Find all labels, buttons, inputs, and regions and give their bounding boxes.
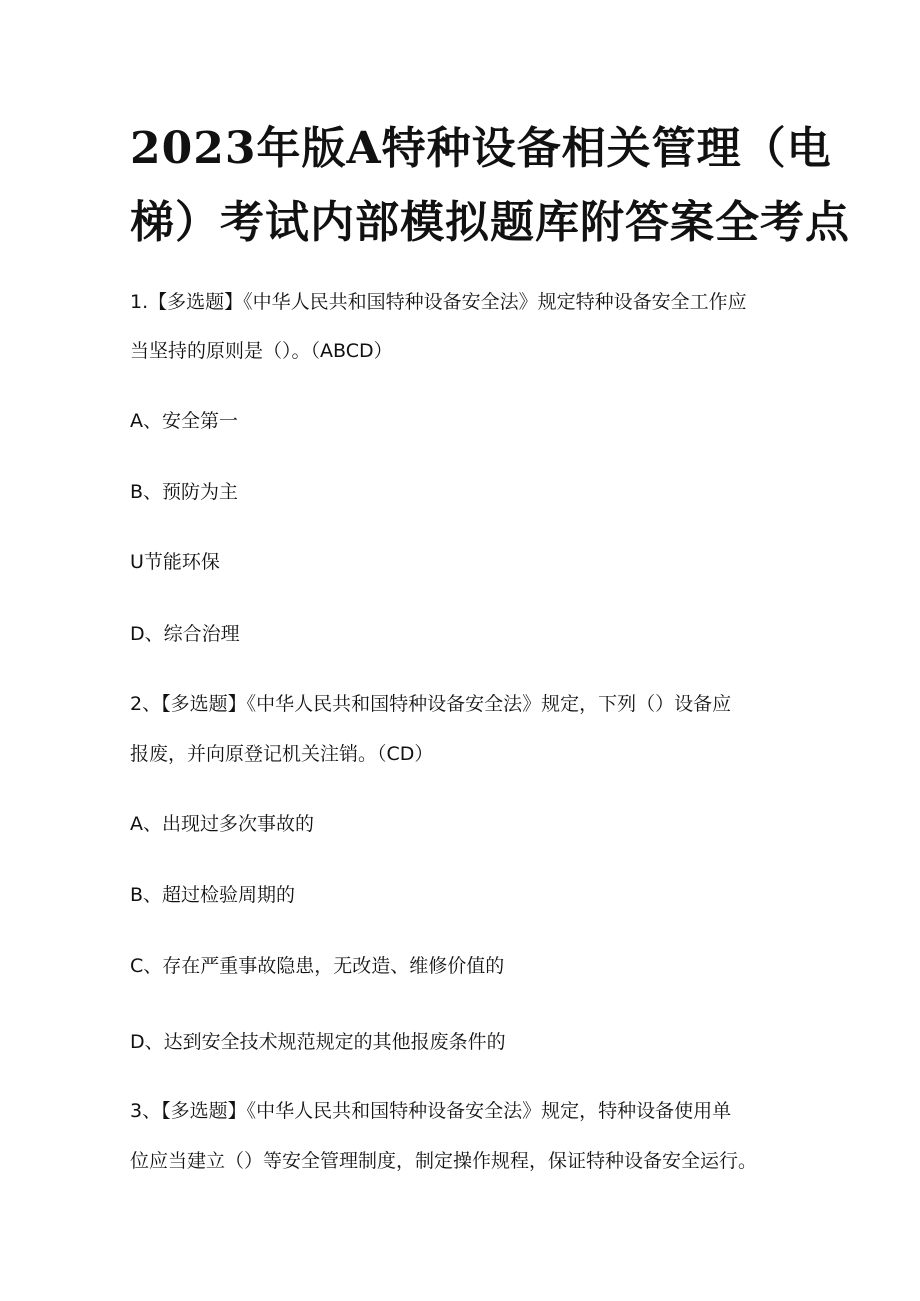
question-3-stem-line-1: 3、【多选题】《中华人民共和国特种设备安全法》规定，特种设备使用单 [130,1100,732,1122]
question-1-option-d: D、综合治理 [130,623,240,645]
question-2-stem-line-1: 2、【多选题】《中华人民共和国特种设备安全法》规定，下列（）设备应 [130,693,732,715]
question-1-stem-line-1: 1.【多选题】《中华人民共和国特种设备安全法》规定特种设备安全工作应 [130,291,747,313]
question-1-option-b: B、预防为主 [130,481,239,503]
question-2-option-d: D、达到安全技术规范规定的其他报废条件的 [130,1031,506,1053]
question-2-option-b: B、超过检验周期的 [130,884,296,906]
question-2-option-a: A、出现过多次事故的 [130,813,314,835]
document-title-line-1: 2023年版A特种设备相关管理（电 [130,123,832,174]
question-1-option-c: U节能环保 [130,551,220,573]
question-1-stem-line-2: 当坚持的原则是（）。（ABCD） [130,340,393,362]
question-2-stem-line-2: 报废，并向原登记机关注销。（CD） [130,743,434,765]
question-2-option-c: C、存在严重事故隐患，无改造、维修价值的 [130,955,505,977]
document-title-line-2: 梯）考试内部模拟题库附答案全考点 [130,197,850,248]
question-1-option-a: A、安全第一 [130,410,238,432]
question-3-stem-line-2: 位应当建立（）等安全管理制度，制定操作规程，保证特种设备安全运行。 [130,1150,758,1172]
